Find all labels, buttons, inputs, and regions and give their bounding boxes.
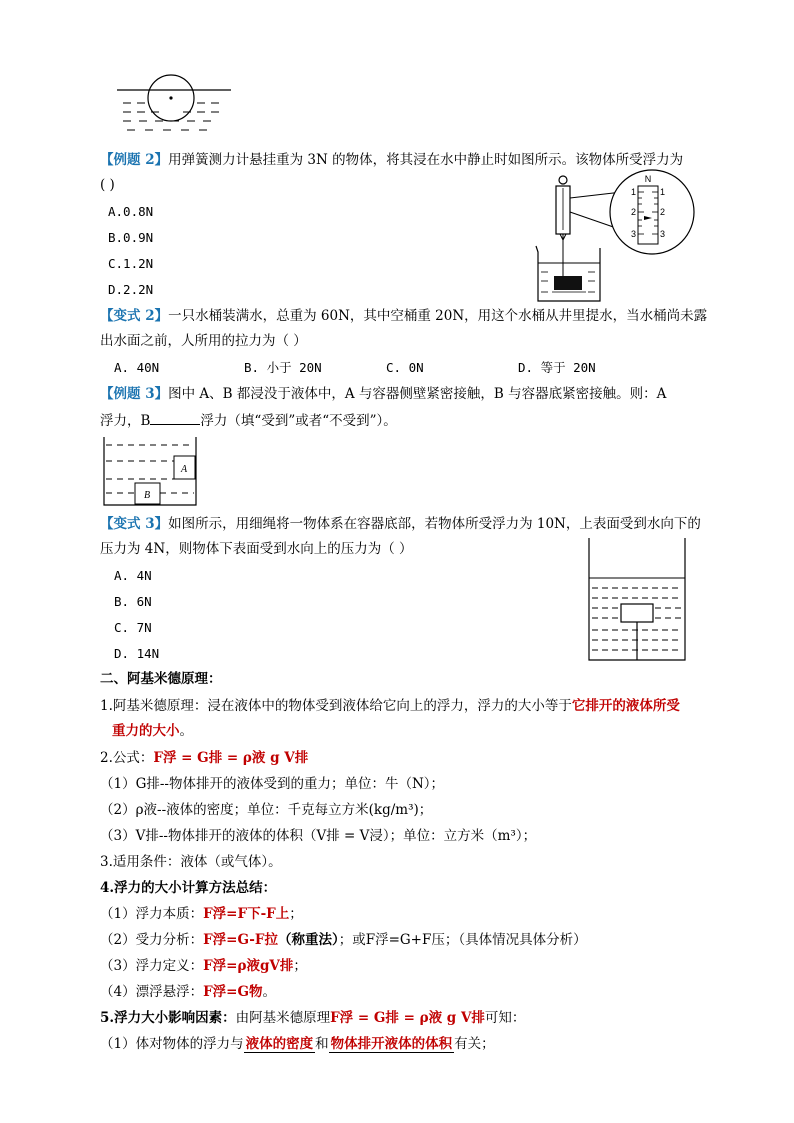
example-3-question-line2: 浮力，B 浮力（填“受到”或者“不受到”）。 — [100, 410, 397, 431]
variant-2-question: 【变式 2】一只水桶装满水，总重为 60N，其中空桶重 20N，用这个水桶从井里提水，当水桶尚未露 — [100, 308, 708, 324]
formula-line: 2.公式：F浮 = G排 = ρ液 g V排 — [100, 750, 309, 766]
formula-item-3: （3）V排--物体排开的液体的体积（V排 = V浸）；单位：立方米（m³）； — [100, 828, 537, 844]
formula-item-2: （2）ρ液--液体的密度；单位：千克每立方米(kg/m³)； — [100, 802, 433, 818]
example-2-question: 【例题 2】用弹簧测力计悬挂重为 3N 的物体，将其浸在水中静止时如图所示。该物体所受浮力为 — [100, 152, 684, 168]
variant-2-question-line2: 出水面之前，人所用的拉力为（ ） — [100, 333, 307, 349]
container-ab-figure — [100, 435, 200, 510]
variant-2-option-b: B. 小于 20N — [244, 360, 322, 375]
scale-tick-left-1: 1 — [631, 187, 637, 197]
block-a-label: A — [180, 464, 188, 475]
variant-3-question: 【变式 3】如图所示，用细绳将一物体系在容器底部，若物体所受浮力为 10N，上表面受到水向下的 — [100, 516, 701, 532]
archimedes-principle-line1: 1.阿基米德原理：浸在液体中的物体受到液体给它向上的浮力，浮力的大小等于它排开的液体所受 — [100, 698, 680, 714]
method-2: （2）受力分析：F浮=G-F拉（称重法）；或F浮=G+F压；（具体情况具体分析） — [100, 932, 587, 948]
variant-3-question-line2: 压力为 4N，则物体下表面受到水向上的压力为（ ） — [100, 541, 413, 557]
scale-unit-label: N — [644, 174, 652, 184]
variant-3-option-c: C. 7N — [114, 620, 152, 635]
influence-factor-1: （1）体对物体的浮力与 液体的密度 和 物体排开液体的体积 有关； — [100, 1036, 495, 1052]
block-b-label: B — [143, 490, 151, 501]
variant-2-option-a: A. 40N — [114, 360, 160, 375]
scale-tick-right-1: 1 — [660, 187, 666, 197]
method-4: （4）漂浮悬浮：F浮=G物。 — [100, 984, 277, 1000]
scale-tick-right-3: 3 — [660, 229, 666, 239]
example-2-option-b: B.0.9N — [108, 230, 154, 245]
method-1: （1）浮力本质：F浮=F下-F上； — [100, 906, 303, 922]
variant-2-option-d: D. 等于 20N — [518, 360, 596, 375]
spring-scale-figure — [530, 168, 700, 308]
example-2-option-a: A.0.8N — [108, 204, 154, 219]
section-2-heading: 二、阿基米德原理： — [100, 671, 222, 687]
tied-object-container-figure — [585, 536, 690, 664]
example-2-option-d: D.2.2N — [108, 282, 154, 297]
floating-ball-figure — [115, 70, 235, 135]
example-2-paren: ( ) — [100, 177, 115, 193]
scale-tick-right-2: 2 — [660, 207, 666, 217]
applicable-conditions: 3.适用条件：液体（或气体）。 — [100, 854, 282, 870]
scale-tick-left-2: 2 — [631, 207, 637, 217]
scale-tick-left-3: 3 — [631, 229, 637, 239]
influence-factors-heading: 5.浮力大小影响因素：由阿基米德原理F浮 = G排 = ρ液 g V排可知： — [100, 1010, 526, 1026]
variant-2-option-c: C. 0N — [386, 360, 424, 375]
variant-3-option-d: D. 14N — [114, 646, 160, 661]
variant-3-option-b: B. 6N — [114, 594, 152, 609]
variant-3-option-a: A. 4N — [114, 568, 152, 583]
example-2-option-c: C.1.2N — [108, 256, 154, 271]
archimedes-principle-line2: 重力的大小。 — [112, 723, 193, 739]
answer-blank[interactable] — [150, 410, 200, 425]
method-3: （3）浮力定义：F浮=ρ液gV排； — [100, 958, 307, 974]
formula-item-1: （1）G排--物体排开的液体受到的重力；单位：牛（N）； — [100, 776, 445, 792]
calc-methods-heading: 4.浮力的大小计算方法总结： — [100, 880, 277, 896]
example-3-question: 【例题 3】图中 A、B 都浸没于液体中，A 与容器侧壁紧密接触，B 与容器底紧密接触。则：A — [100, 386, 667, 402]
